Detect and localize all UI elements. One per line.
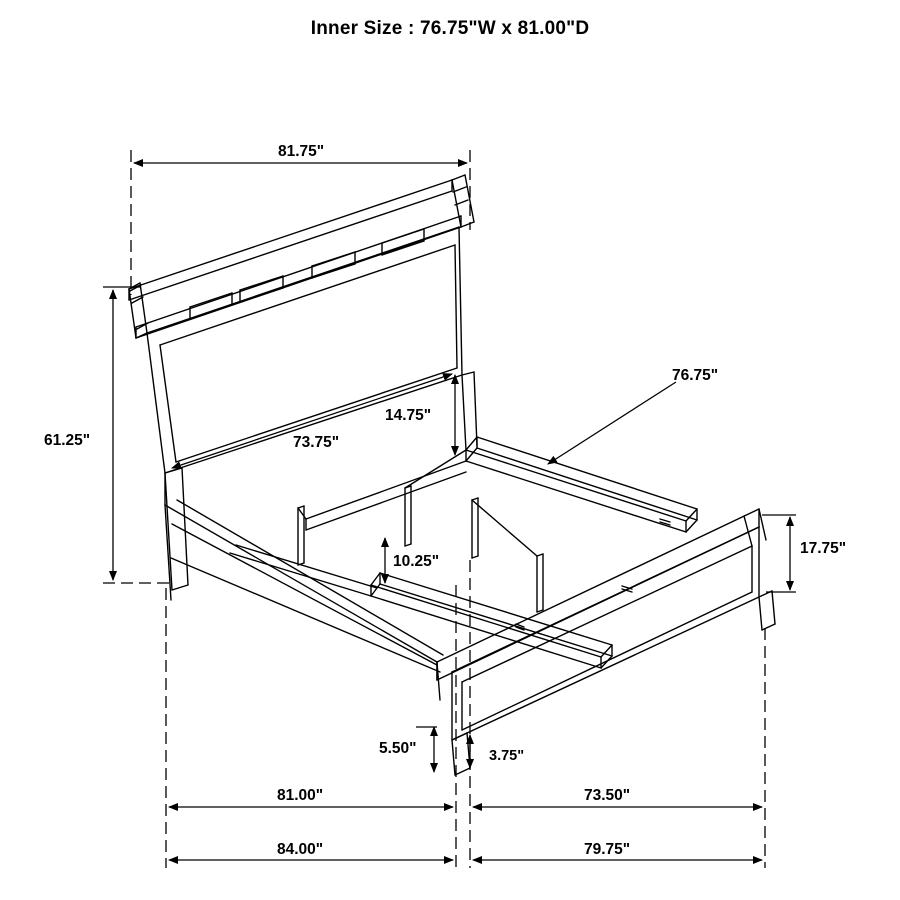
page-title: Inner Size : 76.75"W x 81.00"D — [310, 18, 590, 39]
dimension-label-rail-to-headboard: 14.75" — [385, 407, 432, 424]
dimension-label-slat-height: 10.25" — [393, 553, 440, 570]
dimension-label-headboard-panel-width: 73.75" — [293, 434, 340, 451]
dimension-label-depth-overall-left: 84.00" — [277, 841, 324, 858]
bed-outline — [129, 175, 775, 775]
dimension-label-depth-inner-left: 81.00" — [277, 787, 324, 804]
dimension-label-overall-width-top: 81.75" — [278, 143, 325, 160]
dimension-label-leg-clearance-front: 5.50" — [379, 740, 417, 757]
dimension-label-inner-width: 76.75" — [672, 367, 719, 384]
dimension-label-depth-overall-right: 79.75" — [584, 841, 631, 858]
dimension-label-depth-inner-right: 73.50" — [584, 787, 631, 804]
dimension-label-leg-clearance-rear: 3.75" — [489, 748, 525, 764]
dimension-label-footboard-height: 17.75" — [800, 540, 847, 557]
dimension-label-headboard-height: 61.25" — [44, 432, 91, 449]
dimension-lines — [103, 150, 796, 868]
